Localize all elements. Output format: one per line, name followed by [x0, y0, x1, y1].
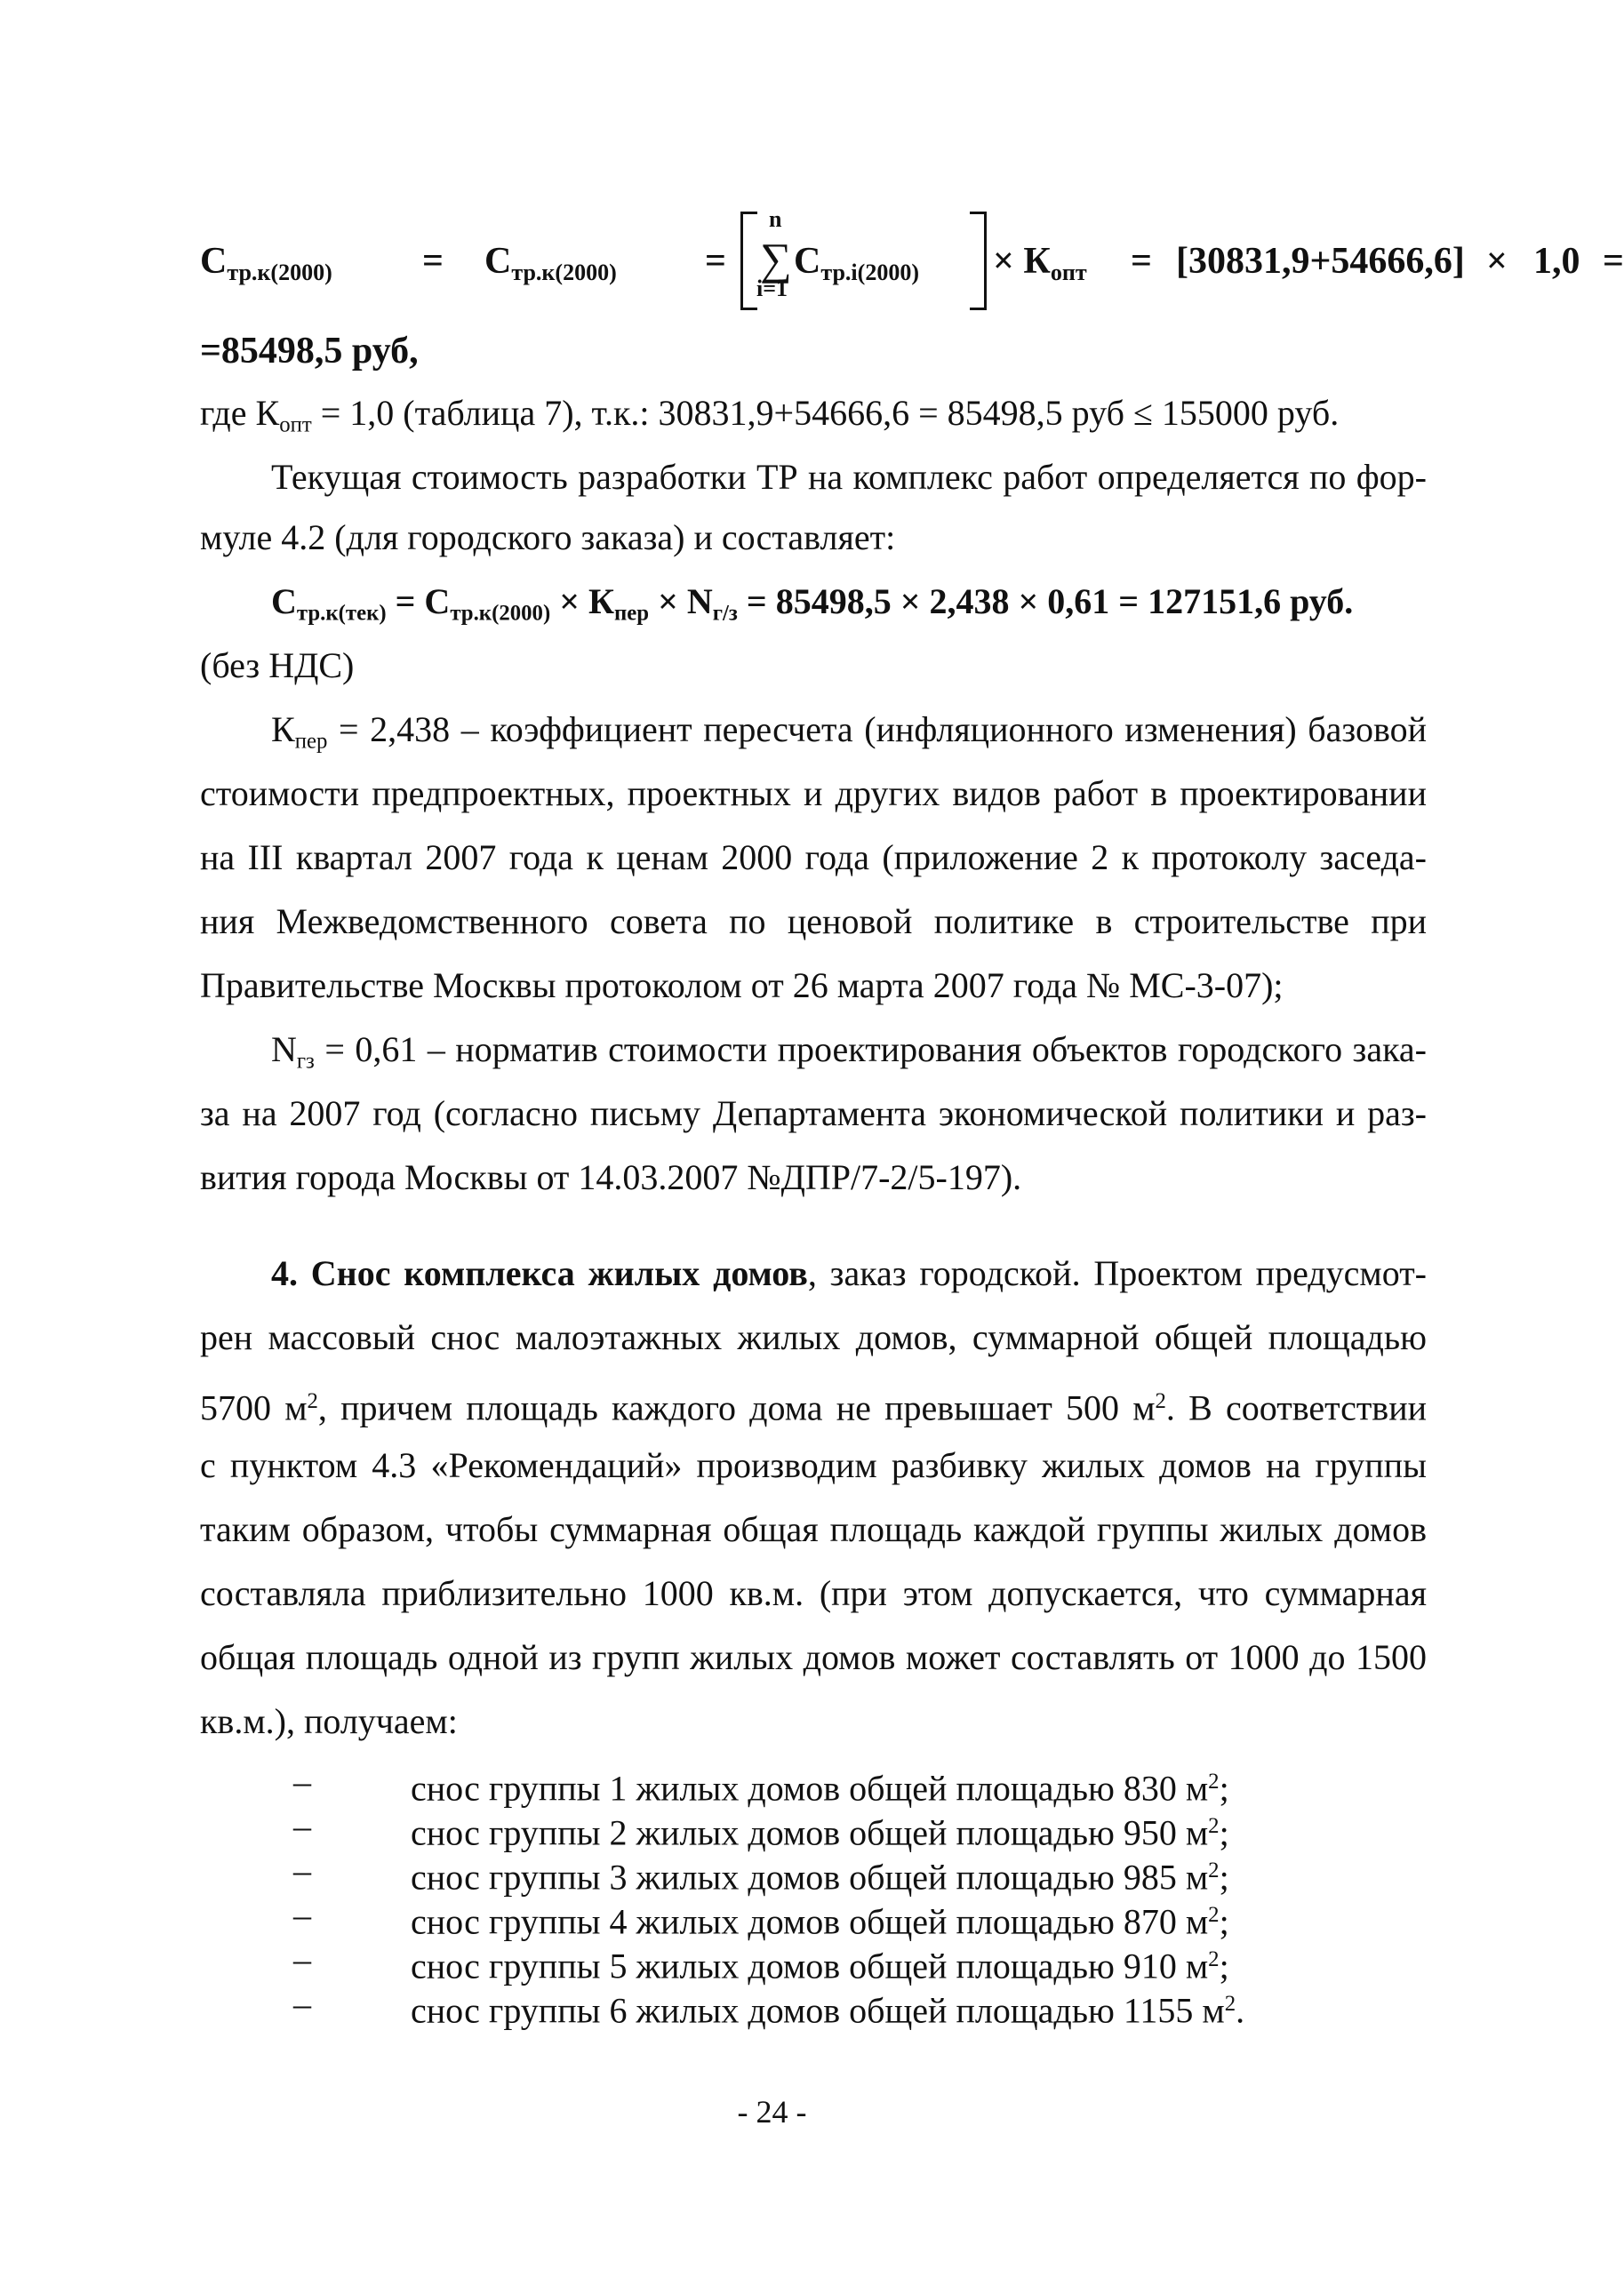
paragraph-line: $N_{гз} = 0,61$ – норматив стоимости проектирования объектов городского зака-	[271, 1029, 1427, 1074]
sum-term: $С_{тр.i(2000)}$	[794, 241, 920, 285]
no-vat-note: (без НДС)	[200, 645, 355, 685]
list-dash: –	[293, 1984, 311, 2024]
paragraph-line: на III квартал 2007 года к ценам 2000 года (приложение 2 к протоколу заседа-	[200, 837, 1427, 877]
formula-values: [30831,9+54666,6]	[1176, 241, 1465, 282]
list-dash: –	[293, 1895, 311, 1935]
paragraph-line: муле 4.2 (для городского заказа) и составляет:	[200, 517, 896, 557]
k-opt: × $К_{опт}$	[993, 241, 1087, 285]
paragraph-line: рен массовый снос малоэтажных жилых домов, суммарной общей площадью	[200, 1317, 1427, 1357]
paragraph-line: кв.м.), получаем:	[200, 1701, 458, 1741]
paragraph-line: стоимости предпроектных, проектных и других видов работ в проектировании	[200, 773, 1427, 813]
list-dash: –	[293, 1850, 311, 1890]
formula-cost-2000	[200, 206, 1624, 309]
paragraph-line: $К_{пер} = 2,438$ – коэффициент пересчета (инфляционного изменения) базовой	[271, 709, 1427, 754]
paragraph-line: вития города Москвы от 14.03.2007 №ДПР/7-2/5-197).	[200, 1157, 1022, 1197]
list-item: снос группы 6 жилых домов общей площадью 1155 $м^2$.	[411, 1990, 1245, 2031]
list-dash: –	[293, 1806, 311, 1846]
list-dash: –	[293, 1939, 311, 1979]
list-dash: –	[293, 1762, 311, 1802]
formula-times: ×	[1486, 241, 1508, 282]
paragraph-line: за на 2007 год (согласно письму Департамента экономической политики и раз-	[200, 1093, 1427, 1133]
formula-equals-4: =	[1603, 241, 1624, 282]
section-heading-line: 4. Снос комплекса жилых домов, заказ городской. Проектом предусмот-	[271, 1253, 1427, 1293]
sum-operator: n ∑ i=1	[756, 206, 792, 301]
formula-equals-3: =	[1131, 241, 1152, 282]
note-line: где $К_{опт} = 1,0$ (таблица 7), т.к.: 30831,9+54666,6 = 85498,5 руб ≤ 155000 руб.	[200, 393, 1340, 437]
paragraph-line: 5700 $м^2$, причем площадь каждого дома не превышает 500 $м^2$. В соответствии	[200, 1387, 1428, 1428]
formula-mid: $С_{тр.к(2000)}$	[484, 241, 617, 285]
paragraph-line: ния Межведомственного совета по ценовой политике в строительстве при	[200, 901, 1427, 941]
result-line: =85498,5 руб,	[200, 331, 419, 372]
right-bracket	[970, 212, 987, 310]
paragraph-line: с пунктом 4.3 «Рекомендаций» производим разбивку жилых домов на группы	[200, 1445, 1427, 1485]
list-item: снос группы 4 жилых домов общей площадью 870 $м^2$;	[411, 1901, 1229, 1942]
paragraph-line: составляла приблизительно 1000 кв.м. (при этом допускается, что суммарная	[200, 1573, 1427, 1613]
list-item: снос группы 5 жилых домов общей площадью 910 $м^2$;	[411, 1946, 1229, 1986]
formula-equals-2: =	[705, 241, 726, 282]
paragraph-line: Текущая стоимость разработки ТР на комплекс работ определяется по фор-	[271, 457, 1427, 497]
paragraph-line: общая площадь одной из групп жилых домов может составлять от 1000 до 1500	[200, 1637, 1427, 1677]
list-item: снос группы 1 жилых домов общей площадью 830 $м^2$;	[411, 1768, 1229, 1809]
formula-lhs: $С_{тр.к(2000)}$	[200, 241, 332, 285]
list-item: снос группы 2 жилых домов общей площадью 950 $м^2$;	[411, 1812, 1229, 1853]
list-item: снос группы 3 жилых домов общей площадью 985 $м^2$;	[411, 1857, 1229, 1898]
paragraph-line: Правительстве Москвы протоколом от 26 марта 2007 года № МС-3-07);	[200, 965, 1284, 1005]
formula-current-cost: $С_{тр.к(тек)} = С_{тр.к(2000)} \times К_{пер} \times N_{г/з} = 85498,5 \times 2,438 \times 0,61 = 127151,6$ руб.	[271, 581, 1354, 626]
formula-equals-1: =	[422, 241, 444, 282]
formula-coefficient: 1,0	[1533, 241, 1580, 282]
page-number: - 24 -	[737, 2094, 807, 2130]
paragraph-line: таким образом, чтобы суммарная общая площадь каждой группы жилых домов	[200, 1509, 1427, 1549]
